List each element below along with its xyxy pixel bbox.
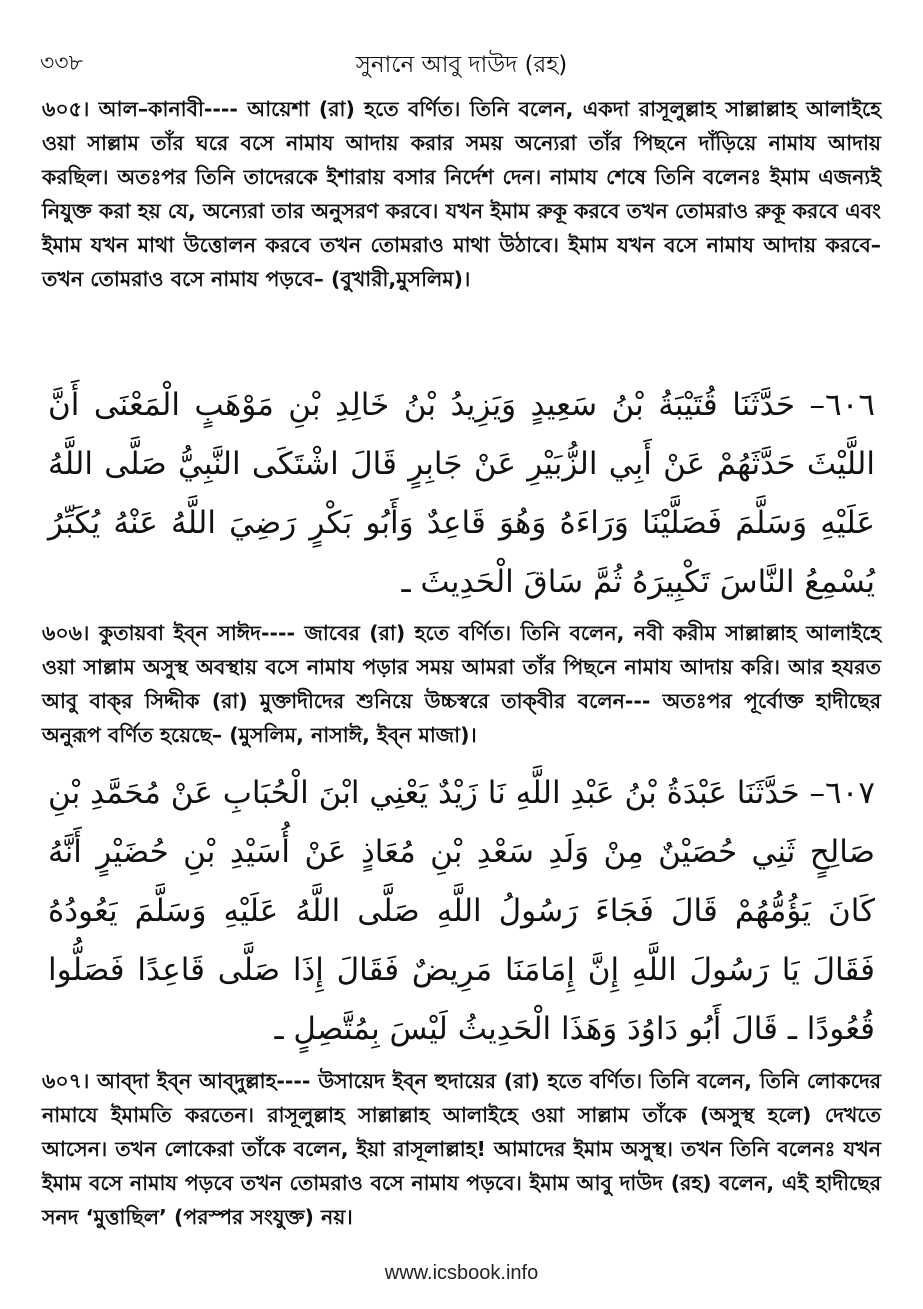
- hadith-607-arabic: ٦٠٧– حَدَّثَنَا عَبْدَةُ بْنُ عَبْدِ اللَّهِ نَا زَيْدٌ يَعْنِي ابْنَ الْحُبَابِ عَنْ مُحَمَّدِ بْنِ صَالِحٍ ثَنِي حُصَيْنٌ مِنْ وَلَدِ سَعْدِ بْنِ مُعَاذٍ عَنْ أُسَيْدِ بْنِ حُضَيْرٍ أَنَّهُ كَانَ يَؤُمُّهُمْ قَالَ فَجَاءَ رَسُولُ اللَّهِ صَلَّى اللَّهُ عَلَيْهِ وَسَلَّمَ يَعُودُهُ فَقَالَ يَا رَسُولَ اللَّهِ إِنَّ إِمَامَنَا مَرِيضٌ فَقَالَ إِذَا صَلَّى قَاعِدًا فَصَلُّوا قُعُودًا ـ قَالَ أَبُو دَاوُدَ وَهَذَا الْحَدِيثُ لَيْسَ بِمُتَّصِلٍ ـ: [48, 775, 875, 1047]
- footer-url: www.icsbook.info: [384, 1262, 539, 1284]
- book-title: সুনানে আবু দাউদ (রহ): [355, 52, 568, 78]
- hadith-605-bengali: ৬০৫। আল–কানাবী---- আয়েশা (রা) হতে বর্ণিত। তিনি বলেন, একদা রাসূলুল্লাহ সাল্লাল্লাহ আলাইহে ওয়া সাল্লাম তাঁর ঘরে বসে নামায আদায় করার সময় অন্যেরা তাঁর পিছনে দাঁড়িয়ে নামায আদায় করছিল। অতঃপর তিনি তাদেরকে ইশারায় বসার নির্দেশ দেন। নামায শেষে তিনি বলেনঃ ইমাম এজন্যই নিযুক্ত করা হয় যে, অন্যেরা তার অনুসরণ করবে। যখন ইমাম রুকূ করবে তখন তোমরাও রুকূ করবে এবং ইমাম যখন মাথা উত্তোলন করবে তখন তোমরাও মাথা উঠাবে। ইমাম যখন বসে নামায আদায় করবে– তখন তোমরাও বসে নামায পড়বে– (বুখারী,মুসলিম)।: [42, 97, 881, 291]
- hadith-607-bengali: ৬০৭। আব্‌দা ইব্‌ন আব্‌দুল্লাহ---- উসায়েদ ইব্‌ন হুদায়ের (রা) হতে বর্ণিত। তিনি বলেন, তিনি লোকদের নামাযে ইমামতি করতেন। রাসূলুল্লাহ সাল্লাল্লাহ আলাইহে ওয়া সাল্লাম তাঁকে (অসুস্থ হলে) দেখতে আসেন। তখন লোকেরা তাঁকে বলেন, ইয়া রাসূলাল্লাহ! আমাদের ইমাম অসুস্থ। তখন তিনি বলেনঃ যখন ইমাম বসে নামায পড়বে তখন তোমরাও বসে নামায পড়বে। ইমাম আবু দাউদ (রহ) বলেন, এই হাদীছের সনদ ‘মুত্তাছিল’ (পরস্পর সংযুক্ত) নয়।: [42, 1069, 881, 1229]
- page-number: ৩৩৮: [40, 51, 83, 76]
- hadith-606-bengali: ৬০৬। কুতায়বা ইব্‌ন সাঈদ---- জাবের (রা) হতে বর্ণিত। তিনি বলেন, নবী করীম সাল্লাল্লাহ আলাইহে ওয়া সাল্লাম অসুস্থ অবস্থায় বসে নামায পড়ার সময় আমরা তাঁর পিছনে নামায আদায় করি। আর হযরত আবু বাক্‌র সিদ্দীক (রা) মুক্তাদীদের শুনিয়ে উচ্চস্বরে তাক্‌বীর বলেন--- অতঃপর পূর্বোক্ত হাদীছের অনুরূপ বর্ণিত হয়েছে– (মুসলিম, নাসাঈ, ইব্‌ন মাজা)।: [42, 621, 881, 747]
- hadith-606-arabic: ٦٠٦– حَدَّثَنَا قُتَيْبَةُ بْنُ سَعِيدٍ وَيَزِيدُ بْنُ خَالِدِ بْنِ مَوْهَبٍ الْمَعْنَى أَنَّ اللَّيْثَ حَدَّثَهُمْ عَنْ أَبِي الزُّبَيْرِ عَنْ جَابِرٍ قَالَ اشْتَكَى النَّبِيُّ صَلَّى اللَّهُ عَلَيْهِ وَسَلَّمَ فَصَلَّيْنَا وَرَاءَهُ وَهُوَ قَاعِدٌ وَأَبُو بَكْرٍ رَضِيَ اللَّهُ عَنْهُ يُكَبِّرُ يُسْمِعُ النَّاسَ تَكْبِيرَهُ ثُمَّ سَاقَ الْحَدِيثَ ـ: [48, 387, 875, 600]
- page-header: [40, 40, 883, 80]
